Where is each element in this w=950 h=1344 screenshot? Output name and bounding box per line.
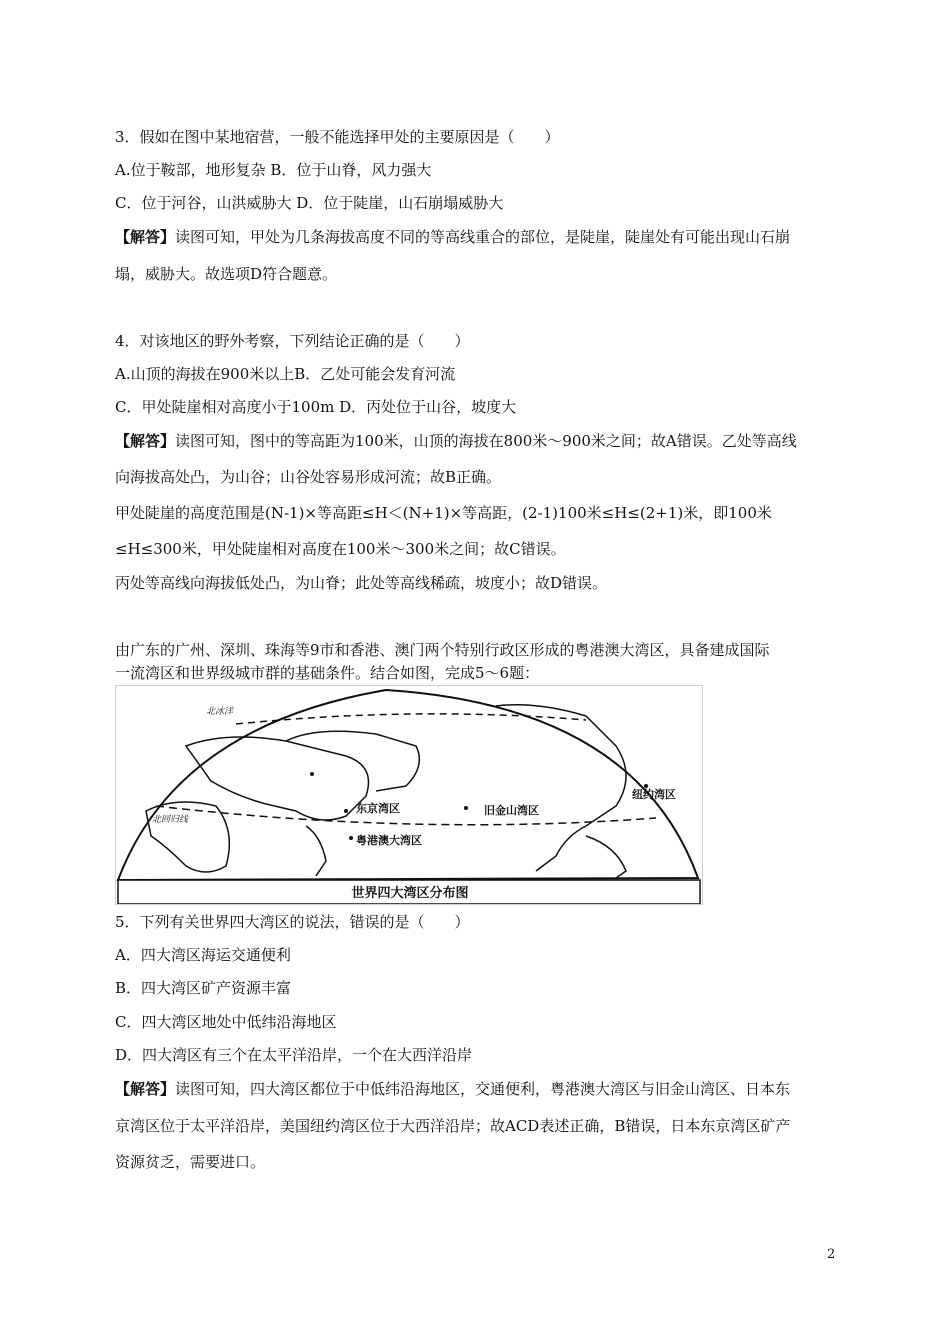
q5-option-a: A．四大湾区海运交通便利 bbox=[115, 946, 291, 964]
map-svg bbox=[116, 686, 703, 905]
q5-answer-line-3: 资源贫乏，需要进口。 bbox=[115, 1153, 266, 1171]
q4-stem: 4．对该地区的野外考察，下列结论正确的是（ ） bbox=[115, 332, 470, 350]
answer-text: 读图可知，甲处为几条海拔高度不同的等高线重合的部位，是陡崖，陡崖处有可能出现山石崩 bbox=[175, 228, 791, 246]
q5-answer-line-1 bbox=[115, 1079, 790, 1099]
q3-options-cd: C．位于河谷，山洪威胁大 D．位于陡崖，山石崩塌威胁大 bbox=[115, 194, 504, 212]
sf-bay-label: 旧金山湾区 bbox=[484, 804, 539, 817]
intro-line-1: 由广东的广州、深圳、珠海等9市和香港、澳门两个特别行政区形成的粤港澳大湾区，具备建成国际 bbox=[115, 641, 770, 659]
q5-stem: 5．下列有关世界四大湾区的说法，错误的是（ ） bbox=[115, 913, 470, 931]
world-bay-areas-map bbox=[115, 685, 703, 905]
q4-answer-line-3: 甲处陡崖的高度范围是(N-1)×等高距≤H＜(N+1)×等高距，(2-1)100米≤H≤(2+1)米，即100米 bbox=[115, 504, 772, 522]
answer-text: 读图可知，四大湾区都位于中低纬沿海地区，交通便利，粤港澳大湾区与旧金山湾区、日本东 bbox=[175, 1080, 791, 1098]
intro-line-2: 一流湾区和世界级城市群的基础条件。结合如图，完成5～6题： bbox=[115, 664, 540, 682]
q4-options-cd: C．甲处陡崖相对高度小于100m D．丙处位于山谷，坡度大 bbox=[115, 398, 517, 416]
gba-label: 粤港澳大湾区 bbox=[356, 834, 422, 847]
gba-dot bbox=[349, 836, 353, 840]
tropic-label: 北回归线 bbox=[152, 815, 189, 825]
islands-dot bbox=[310, 772, 314, 776]
q4-answer-line-2: 向海拔高处凸，为山谷；山谷处容易形成河流；故B正确。 bbox=[115, 468, 502, 486]
q3-answer-line-2: 塌，威胁大。故选项D符合题意。 bbox=[115, 265, 338, 283]
answer-text: 读图可知，图中的等高距为100米，山顶的海拔在800米～900米之间；故A错误。乙处等高线 bbox=[175, 432, 797, 450]
q4-answer-line-1 bbox=[115, 431, 797, 451]
q5-option-d: D．四大湾区有三个在太平洋沿岸，一个在大西洋沿岸 bbox=[115, 1046, 473, 1064]
q3-stem: 3．假如在图中某地宿营，一般不能选择甲处的主要原因是（ ） bbox=[115, 128, 560, 146]
q5-answer-line-2: 京湾区位于太平洋沿岸，美国纽约湾区位于大西洋沿岸；故ACD表述正确，B错误，日本东京湾区矿产 bbox=[115, 1117, 791, 1135]
answer-tag: 【解答】 bbox=[115, 432, 176, 450]
answer-tag: 【解答】 bbox=[115, 1080, 176, 1098]
q3-answer-line-1 bbox=[115, 227, 790, 247]
page-number: 2 bbox=[827, 1247, 836, 1262]
map-caption: 世界四大湾区分布图 bbox=[351, 886, 469, 901]
q5-option-b: B．四大湾区矿产资源丰富 bbox=[115, 979, 292, 997]
ny-bay-label: 纽约湾区 bbox=[632, 788, 676, 801]
q4-options-ab: A.山顶的海拔在900米以上B．乙处可能会发育河流 bbox=[115, 365, 456, 383]
answer-tag: 【解答】 bbox=[115, 228, 176, 246]
q3-options-ab: A.位于鞍部，地形复杂 B．位于山脊，风力强大 bbox=[115, 161, 432, 179]
q4-answer-line-4: ≤H≤300米，甲处陡崖相对高度在100米～300米之间；故C错误。 bbox=[115, 540, 566, 558]
sf-dot bbox=[464, 806, 468, 810]
q4-answer-line-5: 丙处等高线向海拔低处凸，为山脊；此处等高线稀疏，坡度小；故D错误。 bbox=[115, 574, 608, 592]
tokyo-bay-label: 东京湾区 bbox=[356, 802, 400, 815]
arctic-label: 北冰洋 bbox=[206, 707, 234, 717]
tokyo-dot bbox=[344, 809, 348, 813]
q5-option-c: C．四大湾区地处中低纬沿海地区 bbox=[115, 1013, 337, 1031]
